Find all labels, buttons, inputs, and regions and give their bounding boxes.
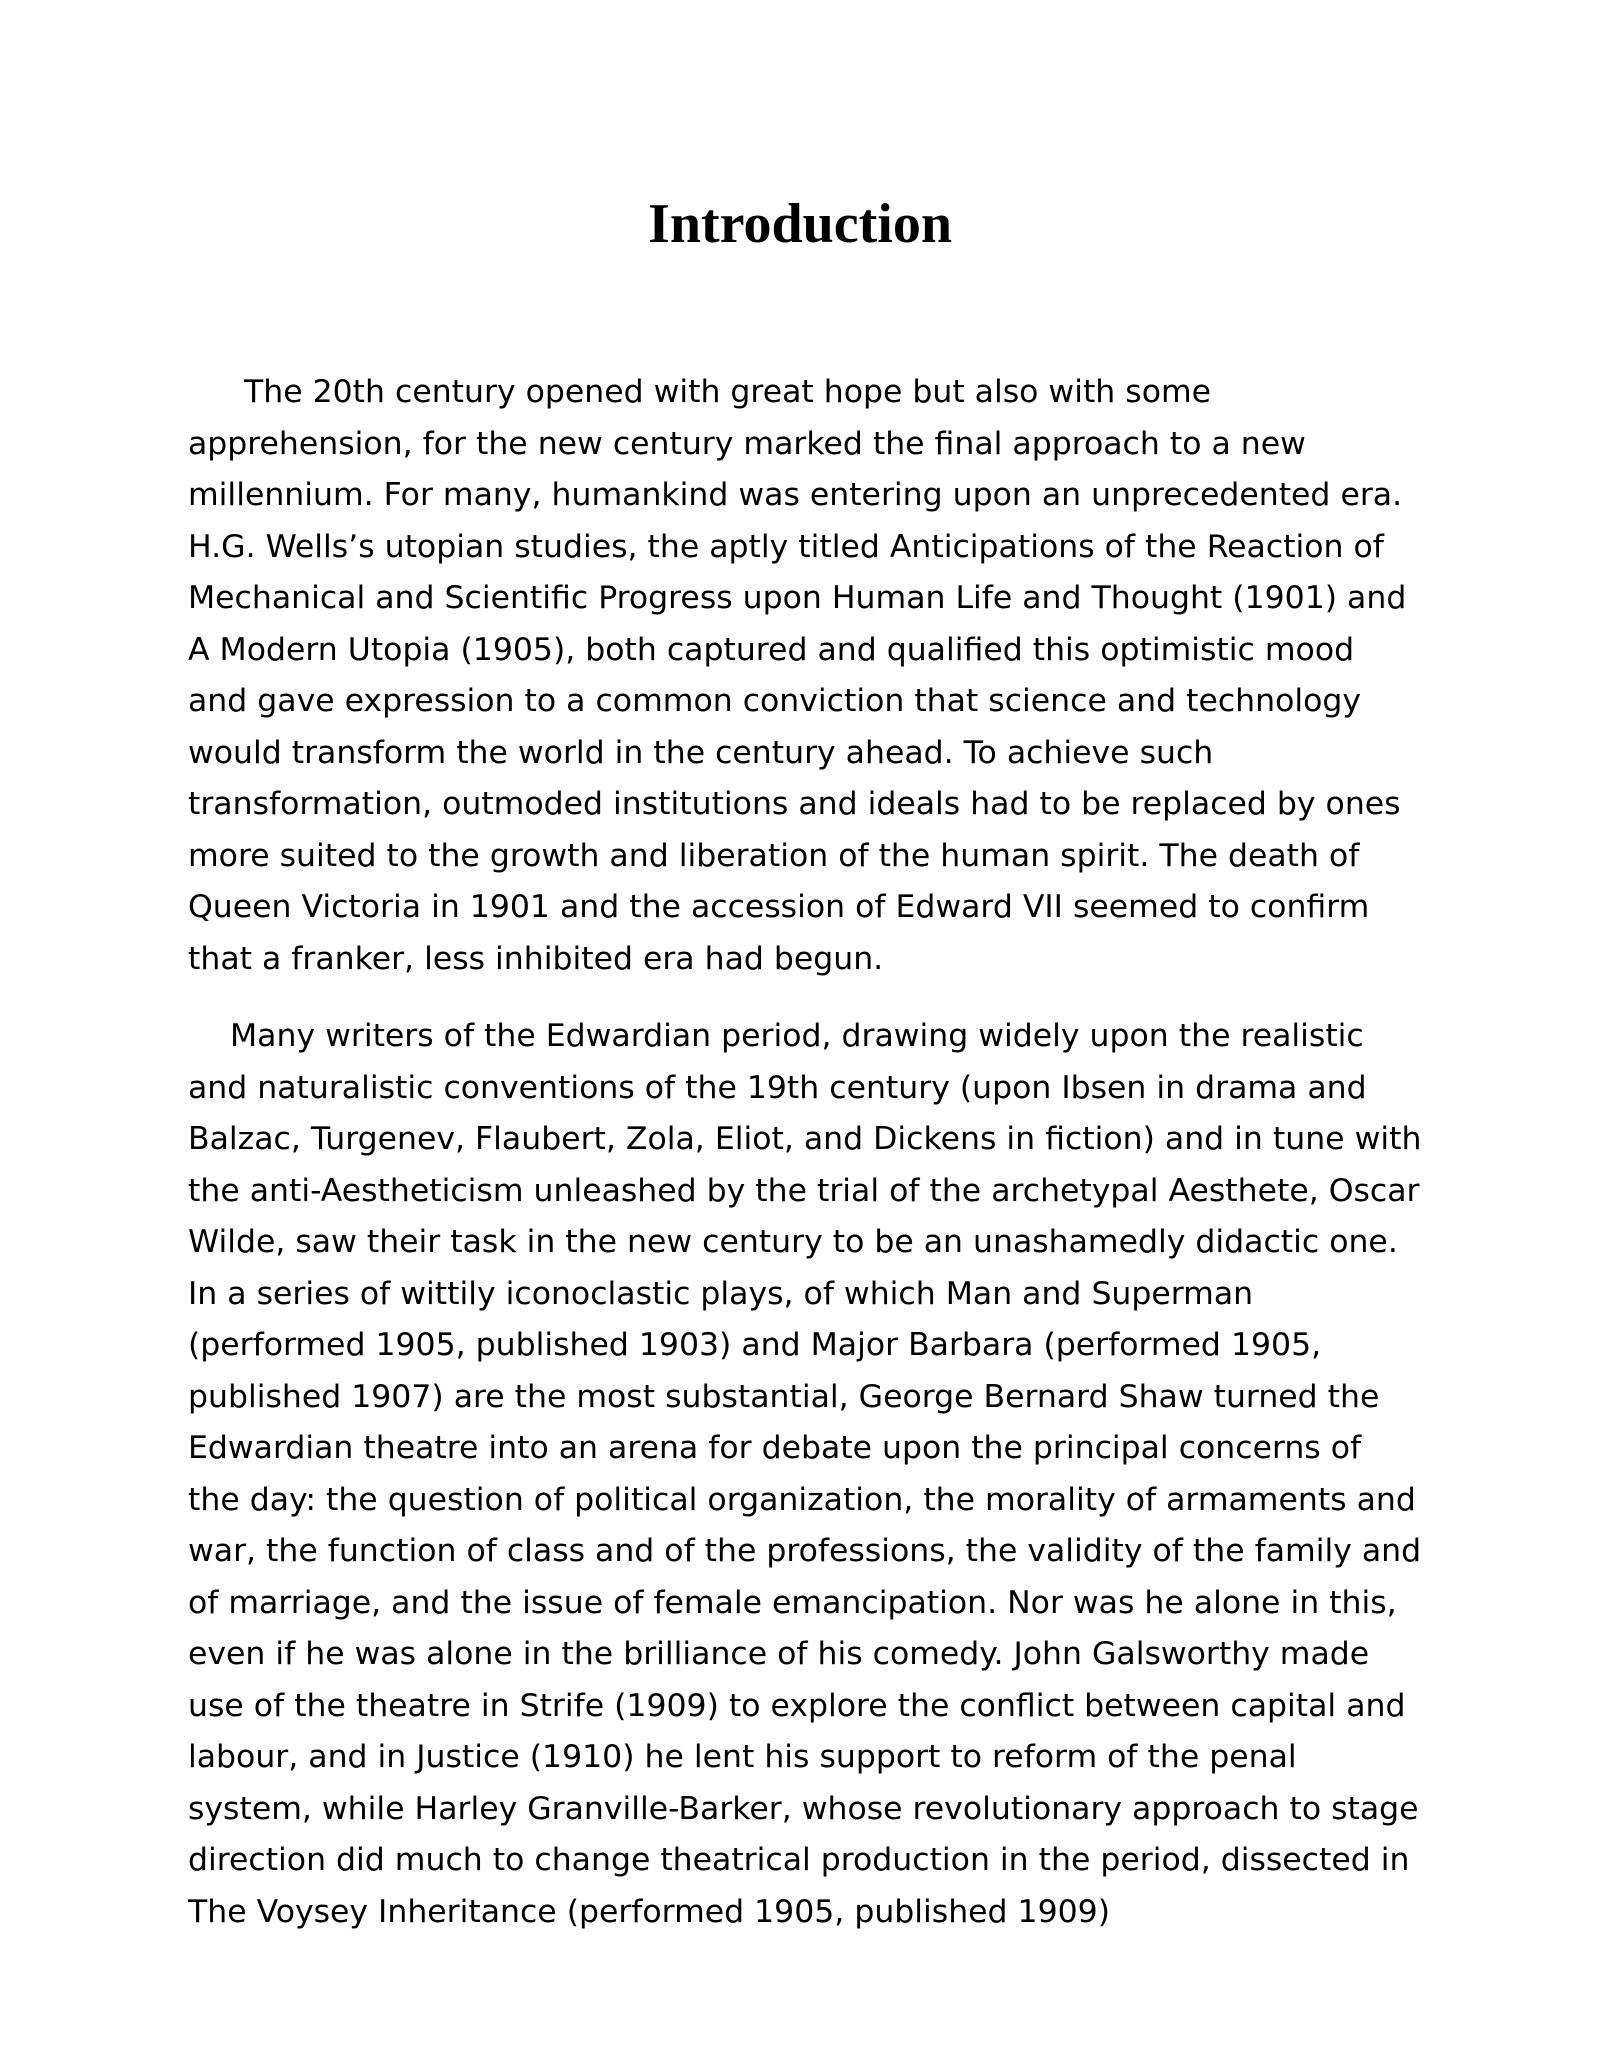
page-title: Introduction (648, 193, 952, 255)
paragraph-intro: The 20th century opened with great hope but also with some apprehension, for the new century marked the final approach to a new millennium. For many, humankind was entering upon an unprecedented era. H.G. Wells’s utopian studies, the aptly titled Anticipations of the Reaction of Mechanical and Scientific Progress upon Human Life and Thought (1901) and A Modern Utopia (1905), both captured and qualified this optimistic mood and gave expression to a common conviction that science and technology would transform the world in the century ahead. To achieve such transformation, outmoded institutions and ideals had to be replaced by ones more suited to the growth and liberation of the human spirit. The death of Queen Victoria in 1901 and the accession of Edward VII seemed to confirm that a franker, less inhibited era had begun. (188, 374, 1407, 977)
body-text (188, 367, 1422, 1938)
paragraph-edwardian-writers: Many writers of the Edwardian period, drawing widely upon the realistic and naturalistic conventions of the 19th century (upon Ibsen in drama and Balzac, Turgenev, Flaubert, Zola, Eliot, and Dickens in fiction) and in tune with the anti-Aestheticism unleashed by the trial of the archetypal Aesthete, Oscar Wilde, saw their task in the new century to be an unashamedly didactic one. In a series of wittily iconoclastic plays, of which Man and Superman (performed 1905, published 1903) and Major Barbara (performed 1905, published 1907) are the most substantial, George Bernard Shaw turned the Edwardian theatre into an arena for debate upon the principal concerns of the day: the question of political organization, the morality of armaments and war, the function of class and of the professions, the validity of the family and of marriage, and the issue of female emancipation. Nor was he alone in this, even if he was alone in the brilliance of his comedy. John Galsworthy made use of the theatre in Strife (1909) to explore the conflict between capital and labour, and in Justice (1910) he lent his support to reform of the penal system, while Harley Granville-Barker, whose revolutionary approach to stage direction did much to change theatrical production in the period, dissected in The Voysey Inheritance (performed 1905, published 1909) (188, 1018, 1422, 1930)
